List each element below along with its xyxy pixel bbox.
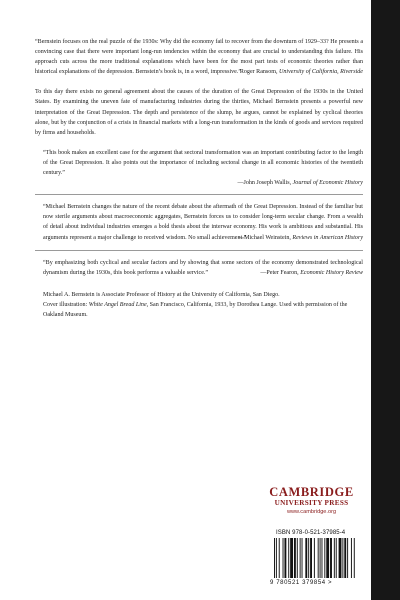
quote-wallis-text: “This book makes an excellent case for the argument that sectoral transformation was an important contributing factor to the length of the Great Depression. It also points out the importance of including sectoral change in all economic histories of the twentieth century.” bbox=[43, 149, 363, 177]
quote-wallis-source: Journal of Economic History bbox=[292, 180, 363, 187]
publisher-url: www.cambridge.org bbox=[286, 509, 337, 515]
divider-rule-2 bbox=[35, 250, 363, 251]
quote-ransom-author: Roger Ransom, bbox=[239, 69, 278, 76]
cover-credit bbox=[35, 300, 363, 320]
barcode-bars bbox=[270, 538, 356, 578]
publisher-logo bbox=[260, 486, 363, 516]
quote-ransom-text: “Bernstein focuses on the real puzzle of the 1930s: Why did the economy fail to recover from the downturn of 1929–33? He presents a convincing case that there were important long-run tendencies within the economy that are crucial to understanding this failure. His approach cuts across the more traditional explanations which have been for the most part tests of economic theories rather than historical explanations of the depression. Bernstein’s book is, in a word, impressive.” bbox=[35, 39, 363, 76]
book-spine-edge bbox=[371, 0, 400, 600]
publisher-name: CAMBRIDGE bbox=[269, 485, 354, 499]
quote-weinstein-text: “Michael Bernstein changes the nature of the recent debate about the aftermath of the Great Depression. Instead of the familiar but now sterile arguments about macroeconomic aggregates, Bernstein forces us to consider long-term secular change. From a wealth of detail about individual industries emerges a bold thesis about the interwar economy. His work is ambitious and substantial. His arguments represent a major challenge to received wisdom. No small achievement.” bbox=[43, 204, 363, 241]
quote-ransom-source: University of California, Riverside bbox=[279, 69, 363, 76]
author-note: Michael A. Bernstein is Associate Professor of History at the University of California, San Diego. bbox=[43, 291, 280, 298]
cover-credit-prefix: Cover illustration: bbox=[43, 301, 89, 308]
back-cover-text bbox=[35, 37, 363, 320]
cover-credit-title: White Angel Bread Line bbox=[88, 301, 147, 308]
quote-wallis-attribution bbox=[35, 178, 363, 188]
publisher-subtitle: UNIVERSITY PRESS bbox=[274, 499, 349, 507]
quote-weinstein-author: —Michael Weinstein, bbox=[238, 234, 291, 241]
quote-fearon-source: Economic History Review bbox=[300, 269, 363, 276]
quote-fearon-text: “By emphasizing both cyclical and secular factors and by showing that some sectors of the economy demonstrated technological dynamism during the 1930s, this book performs a valuable service.” bbox=[43, 259, 363, 276]
divider-rule-1 bbox=[35, 194, 363, 195]
isbn-label: ISBN 978-0-521-37985-4 bbox=[276, 530, 346, 536]
quote-fearon-author: —Peter Fearon, bbox=[260, 269, 299, 276]
quote-weinstein-source: Reviews in American History bbox=[292, 234, 363, 241]
book-description: To this day there exists no general agreement about the causes of the duration of the Great Depression of the 1930s in the United States. By examining the uneven fate of manufacturing industries during the thirties, Michael Bernstein presents a powerful new interpretation of the Great Depression. The depth and persistence of the slump, he argues, cannot be explained by cyclical theories alone, but by the conjunction of a crisis in financial markets with a long-run transformation in the kinds of goods and services required by firms and households. bbox=[35, 89, 363, 136]
quote-wallis-author: —John Joseph Wallis, bbox=[237, 180, 292, 187]
barcode-digits: 9 780521 379854 > bbox=[270, 579, 356, 586]
cover-credit-suffix: , San Francisco, California, 1933, by Dorothea Lange. Used with permission of the Oakland Museum. bbox=[43, 301, 348, 318]
quote-wallis bbox=[35, 148, 363, 178]
